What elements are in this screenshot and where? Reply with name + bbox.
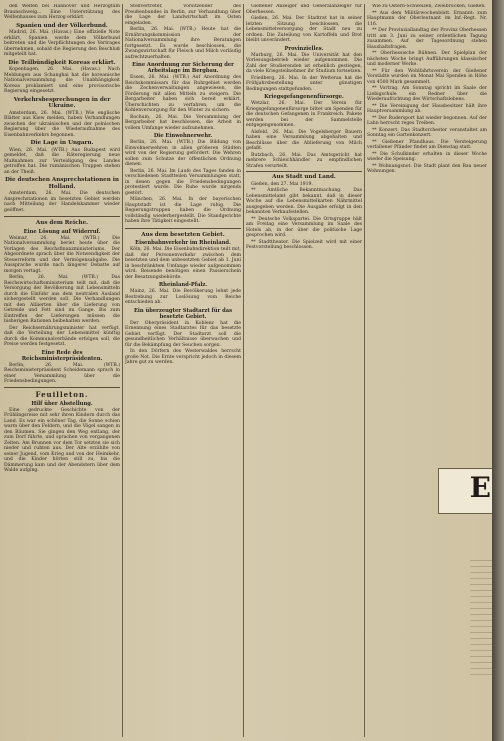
article-paragraph: In den Dörfern des Westerwaldes herrscht große Not. Die Ernte verspricht jedoch in diesem Jahre gut zu werden. xyxy=(125,349,241,365)
article-paragraph: Bochum, 26. Mai. Die Versammlung der Bergarbeiter hat beschlossen, die Arbeit in vollem Umfange wieder aufzunehmen. xyxy=(125,114,241,131)
section-heading: Aus Stadt und Land. xyxy=(272,174,336,180)
article-paragraph: Eine gedruckte Geschichte von der Frühlingsreise mit sehr ihren Kindern durch das Land. Es war ein schöner Tag, die Sonne schien warm über den Feldern, und die Vögel sangen in den Bäumen. Sie gingen den Weg entlang, der zum Dorf führte, und sprachen von vergangenen Zeiten. Am Brunnen vor dem Tor setzten sie sich nieder und ruhten aus. Der Alte erzählte von seiner Jugend, vom Krieg und von der Heimkehr, und die Kinder hörten still zu, bis die Dämmerung kam und der Abendstern über dem Walde aufging. xyxy=(4,407,120,473)
divider xyxy=(246,171,362,172)
section-heading: Feuilleton. xyxy=(35,389,89,399)
article-paragraph: Mainz, 26. Mai. Die Bevölkerung lehnt jede Bestrebung zur Loslösung vom Reiche entschieden ab. xyxy=(125,289,241,305)
article-paragraph: Friedberg, 26. Mai. In der Wetterau hat die Frühjahrsbestellung unter günstigen Bedingungen stattgefunden. xyxy=(246,75,362,92)
article-paragraph: ** Der Rudersport hat wieder begonnen. Auf der Lahn herrscht reges Treiben. xyxy=(367,115,487,126)
article-paragraph: ** Vortrag. Am Sonntag spricht im Saale der Liebigschule ein Redner über die Wiederaufrichtung des Wirtschaftslebens. xyxy=(367,86,487,102)
section-heading: Die Einwohnerwehr. xyxy=(153,133,213,139)
article-paragraph: ** Aus dem Militärwochenblatt. Ernannt: zum Hauptmann der Oberleutnant im Inf.-Regt. Nr. 116. xyxy=(367,10,487,27)
article-paragraph: Berlin, 26. Mai. (WTB.) Das Reichswirtschaftsministerium teilt mit, daß die Versorgung der Bevölkerung mit Lebensmitteln durch die Einfuhr aus dem neutralen Ausland sichergestellt werden soll. Die Verhandlungen mit den Alliierten über die Lieferung von Getreide und Fett sind im Gange. Bis zum Eintreffen der Lieferungen müssen die bisherigen Rationen beibehalten werden. xyxy=(4,275,120,324)
article-paragraph: Weimar, 26. Mai. (WTB.) Die Nationalversammlung beriet heute über die Vorlagen des Reichsfinanzministeriums. Der Abgeordnete sprach über die Notwendigkeit der Steuerreform und der Vermögensabgabe. Die Aussprache wurde nach längerer Debatte auf morgen vertagt. xyxy=(4,235,120,274)
article-paragraph: Köln, 26. Mai. Die Eisenbahndirektion teilt mit, daß der Personenverkehr zwischen dem besetzten und dem unbesetzten Gebiet ab 1. Juni in beschränktem Umfange wieder aufgenommen wird. Reisende benötigen einen Passierschein der Besatzungsbehörde. xyxy=(125,247,241,280)
article-paragraph: ** Oberhessische Bühnen. Der Spielplan der nächsten Woche bringt Aufführungen klassischer und moderner Werke. xyxy=(367,51,487,67)
article-paragraph: Wien, 26. Mai. (WTB.) Aus Budapest wird gemeldet, daß die Räteregierung neue Maßnahmen zur Verteidigung des Landes getroffen hat. Die rumänischen Truppen stehen an der Theiß. xyxy=(4,147,120,175)
section-heading: Die Lage in Ungarn. xyxy=(30,140,94,146)
article-paragraph: Marburg, 26. Mai. Die Universität hat den Vorlesungsbetrieb wieder aufgenommen. Die Zahl der Studierenden ist erheblich gestiegen, da viele Kriegsteilnehmer ihr Studium fortsetzen. xyxy=(246,52,362,74)
article-paragraph: ** Die Vereinigung der Hausbesitzer hält ihre Hauptversammlung ab. xyxy=(367,103,487,114)
column-4 xyxy=(367,4,487,737)
column-2 xyxy=(125,4,241,737)
column-rule xyxy=(364,4,365,737)
article-paragraph: Berlin, 26. Mai. Im Laufe des Tages fanden in verschiedenen Stadtteilen Versammlungen statt, in denen gegen die Friedensbedingungen protestiert wurde. Die Ruhe wurde nirgends gestört. xyxy=(125,168,241,196)
article-paragraph: Madrid, 26. Mai. (Havas.) Eine offizielle Note erklärt, Spanien werde dem Völkerbund beitreten und die Verpflichtungen des Vertrages übernehmen, sobald die Regierung den Beschluß mitgeteilt hat. xyxy=(4,30,120,57)
column-rule xyxy=(243,4,244,737)
article-paragraph: Wie zu Ostern-Schweizen, Zweibrücken, Gießen. xyxy=(372,4,486,9)
article-paragraph: ** Der Provinziallandtag der Provinz Oberhessen tritt am 3. Juni zu seiner ordentlichen Tagung zusammen. Auf der Tagesordnung stehen Haushaltsfragen. xyxy=(367,28,487,50)
section-heading: Eine Rede des Reichsministerpräsidenten. xyxy=(21,349,103,362)
section-heading: Provinzielles. xyxy=(284,45,324,52)
section-heading: Hilf über Abstellung. xyxy=(31,400,93,407)
advertisement-letter: E xyxy=(469,471,491,504)
article-paragraph: ** Für den Wohlfahrtsverein der Gießener Vorstädte wurden im Monat Mai Spenden in Höhe von 4500 Mark gesammelt. xyxy=(367,68,487,85)
advertisement-box xyxy=(438,468,492,514)
section-heading: Eine Lösung auf Widerruf. xyxy=(23,228,101,235)
article-paragraph: Wetzlar, 26. Mai. Der Verein für Kriegsgefangenenfürsorge bittet um Spenden für die deutschen Gefangenen in Frankreich. Pakete werden bei der Sammelstelle entgegengenommen. xyxy=(246,101,362,128)
section-heading: Spanien und der Völkerbund. xyxy=(16,22,108,29)
column-3 xyxy=(246,4,362,737)
section-heading: Ein überzeugter Stadtarzt für das besetzte Gebiet. xyxy=(133,307,233,320)
article-paragraph: Amsterdam, 26. Mai. Die deutschen Ansprechstationen im besetzten Gebiet werden nach Mitteilung der Handelskammer wieder geöffnet. xyxy=(4,191,120,213)
article-paragraph: Essen, 26. Mai. (WTB.) Auf Anordnung des Reichskommissars für das Ruhrgebiet werden die Zechenverwaltungen angewiesen, die Förderung mit allen Mitteln zu steigern. Die Bergarbeiter haben sich bereit erklärt, Überschichten zu verfahren, um die Kohlenversorgung für den Winter zu sichern. xyxy=(125,75,241,113)
article-paragraph: ** Die Schulkinder erhalten in dieser Woche wieder die Speisung. xyxy=(367,151,487,162)
article-paragraph: Der Oberpräsident in Koblenz hat die Ernennung eines Stadtarztes für das besetzte Gebiet verfügt. Der Stadtarzt soll die gesundheitlichen Verhältnisse überwachen und für die Bekämpfung der Seuchen sorgen. xyxy=(125,320,241,348)
article-paragraph: München, 26. Mai. In der bayerischen Hauptstadt ist die Lage ruhig. Die Regierungstruppen haben die Ordnung vollständig wiederhergestellt. Die Standgerichte haben ihre Tätigkeit eingestellt. xyxy=(125,197,241,224)
decorative-dots xyxy=(470,560,492,680)
double-divider xyxy=(125,228,241,229)
column-rule xyxy=(122,4,123,737)
article-paragraph: Der Reichsernährungsminister hat verfügt, daß die Verteilung der Lebensmittel künftig durch die Kommunalverbände erfolgen soll, die Preise werden festgesetzt. xyxy=(4,325,120,347)
binding-edge xyxy=(492,0,504,741)
article-paragraph: ** Konzert. Das Stadtorchester veranstaltet am Sonntag ein Gartenkonzert. xyxy=(367,127,487,138)
article-paragraph: Alsfeld, 26. Mai. Die Vogelsberger Bauern haben eine Versammlung abgehalten und Beschlüsse über die Ablieferung von Milch gefaßt. xyxy=(246,129,362,151)
section-heading: Aus dem besetzten Gebiet. xyxy=(141,231,225,238)
article-paragraph: Berlin, 26. Mai. (WTB.) Die Bildung von Einwohnerwehren in allen größeren Städten wird von der Regierung gefördert. Die Wehren sollen zum Schutze der öffentlichen Ordnung dienen. xyxy=(125,140,241,167)
article-paragraph: ** Wohnungsnot. Die Stadt plant den Bau neuer Wohnungen. xyxy=(367,163,487,174)
article-paragraph: Berlin, 26. Mai. (WTB.) Heute hat die Ernährungskommission der Nationalversammlung ihre Beratungen fortgesetzt. Es wurde beschlossen, die Zwangswirtschaft für Fleisch und Milch vorläufig aufrechtzuerhalten. xyxy=(125,27,241,60)
section-heading: Die deutschen Ansprechstationen in Holland. xyxy=(5,177,119,190)
article-paragraph: Gießener Anzeiger und Generalanzeiger für Oberhessen. xyxy=(246,4,362,15)
article-paragraph: Stellvertreter, Vorsitzender des Preußenbundes in Berlin, zur Verhandlung über die Lage der Landwirtschaft im Osten eingeladen. xyxy=(125,4,241,26)
article-paragraph: Kopenhagen, 26. Mai. (Havas.) Nach Meldungen aus Schanghai hat die koreanische Nationalversammlung die Unabhängigkeit Koreas proklamiert und eine provisorische Regierung eingesetzt. xyxy=(4,67,120,94)
article-paragraph: ** Stadttheater. Die Spielzeit wird mit einer Festvorstellung beschlossen. xyxy=(246,239,362,250)
article-paragraph: Gießen, den 27. Mai 1919. xyxy=(251,181,313,187)
section-heading: Verkehrsbesprechungen in der Ukraine. xyxy=(13,96,111,109)
article-paragraph: Amsterdam, 26. Mai. (WTB.) Wie englische Blätter aus Kiew melden, haben Verhandlungen zwischen der ukrainischen und der polnischen Regierung über die Wiederaufnahme des Eisenbahnverkehrs begonnen. xyxy=(4,110,120,138)
article-paragraph: Gießen, 26. Mai. Der Stadtrat hat in seiner letzten Sitzung beschlossen, die Lebensmittelversorgung der Stadt neu zu ordnen. Die Zuteilung von Kartoffeln und Brot bleibt unverändert. xyxy=(246,16,362,43)
article-paragraph: ** Gießener Pfandhaus. Die Versteigerung verfallener Pfänder findet am Dienstag statt. xyxy=(367,139,487,150)
section-heading: Rheinland-Pfalz. xyxy=(158,282,208,288)
section-heading: Die Teilbündigkeit Koreas erklärt. xyxy=(8,59,116,66)
section-heading: Aus dem Reiche. xyxy=(35,220,89,226)
section-heading: Eine Anordnung zur Sicherung der Arbeitslage im Bergbau. xyxy=(132,62,234,74)
article-paragraph: den Welfen bei Hannover und Herzogtum Braunschweig... Eine Unterstützung des Welfenhauses zum Herzog erklärt. xyxy=(4,4,120,20)
article-paragraph: Berlin, 26. Mai. (WTB.) Reichsministerpräsident Scheidemann sprach in einer Versammlung über die Friedensbedingungen. xyxy=(4,362,120,384)
column-1 xyxy=(4,4,120,737)
double-divider xyxy=(4,216,120,217)
section-heading: Eisenbahnverkehr im Rheinland. xyxy=(135,240,231,246)
article-paragraph: ** Amtliche Bekanntmachung. Das Lebensmittelamt gibt bekannt, daß in dieser Woche auf die Lebensmittelkarten Nährmittel ausgegeben werden. Die Ausgabe erfolgt in den bekannten Verkaufsstellen. xyxy=(246,188,362,215)
section-heading: Kriegsgefangenenfürsorge. xyxy=(264,94,344,100)
article-paragraph: ** Deutsche Volkspartei. Die Ortsgruppe hält am Freitag eine Versammlung im Saale des Hotels ab, in der über die politische Lage gesprochen wird. xyxy=(246,216,362,238)
article-paragraph: Butzbach, 26. Mai. Das Amtsgericht hat mehrere Schleichhändler zu empfindlichen Strafen verurteilt. xyxy=(246,152,362,169)
divider xyxy=(4,387,120,388)
